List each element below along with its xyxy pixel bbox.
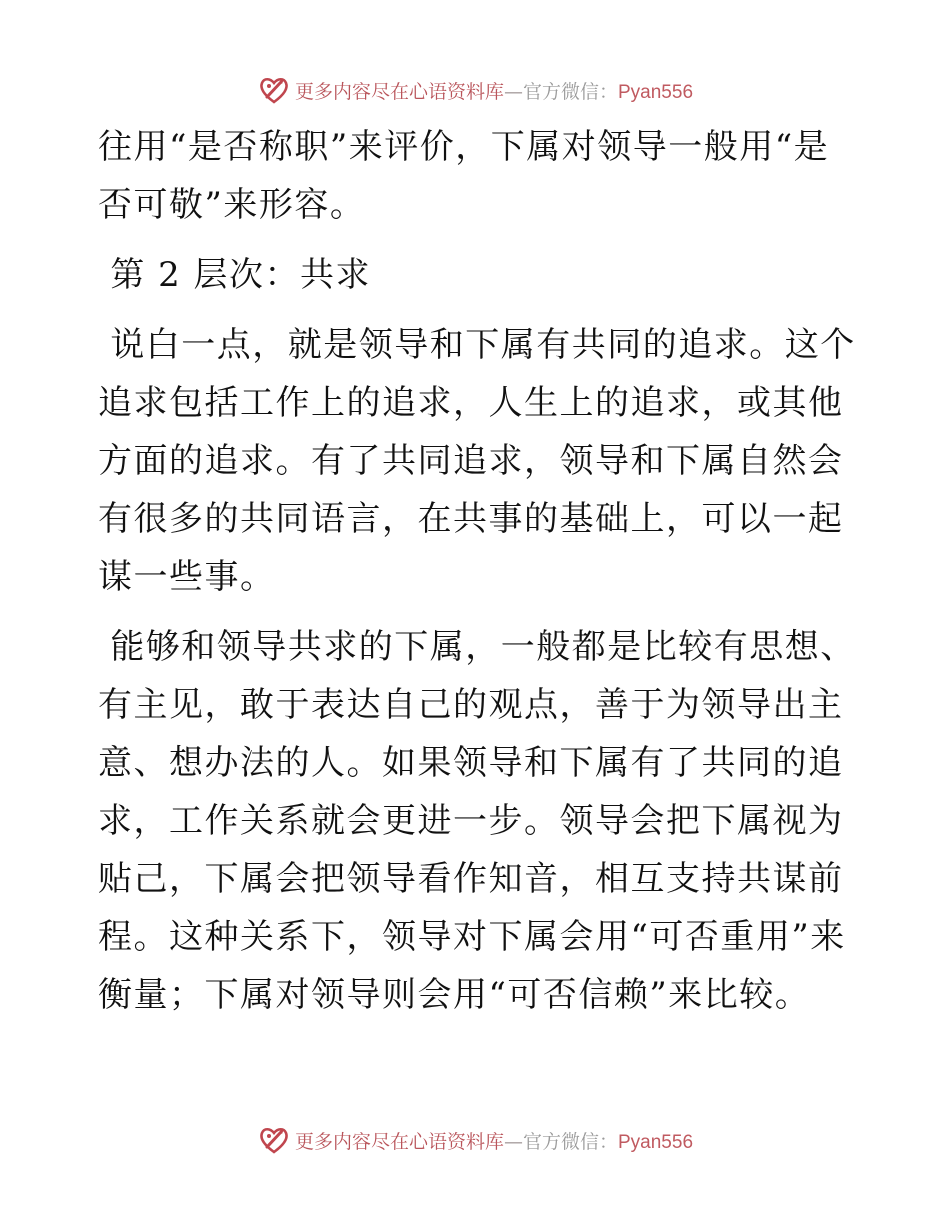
paragraph-subordinate-traits bbox=[98, 618, 858, 1024]
watermark-account-label: 官方微信： bbox=[522, 1130, 618, 1153]
watermark-account-label: 官方微信： bbox=[522, 80, 618, 103]
paragraph-continued: 往用“是否称职”来评价，下属对领导一般用“是否可敬”来形容。 bbox=[98, 127, 830, 225]
watermark-dash: — bbox=[503, 80, 523, 103]
watermark-account-id: Pyan556 bbox=[618, 1131, 694, 1153]
section-heading-text: 第 2 层次：共求 bbox=[110, 255, 372, 295]
heart-pen-logo-icon bbox=[257, 73, 291, 107]
watermark-dash: — bbox=[503, 1130, 523, 1153]
document-body bbox=[98, 118, 858, 1024]
watermark-title: 更多内容尽在心语资料库 bbox=[294, 80, 504, 103]
paragraph-subordinate-traits-text: 能够和领导共求的下属，一般都是比较有思想、有主见，敢于表达自己的观点，善于为领导出主意、想办法的人。如果领导和下属有了共同的追求，工作关系就会更进一步。领导会把下属视为贴己，下属会把领导看作知音，相互支持共谋前程。这种关系下，领导对下属会用“可否重用”来衡量；下属对领导则会用“可否信赖”来比较。 bbox=[98, 627, 856, 1015]
footer-watermark bbox=[0, 1120, 950, 1160]
heart-pen-logo-icon bbox=[257, 1123, 291, 1157]
paragraph-shared-pursuit-text: 说白一点，就是领导和下属有共同的追求。这个追求包括工作上的追求，人生上的追求，或其他方面的追求。有了共同追求，领导和下属自然会有很多的共同语言，在共事的基础上，可以一起谋一些事。 bbox=[98, 325, 856, 597]
watermark-account-id: Pyan556 bbox=[618, 81, 694, 103]
watermark-title: 更多内容尽在心语资料库 bbox=[294, 1130, 504, 1153]
section-heading bbox=[98, 246, 858, 304]
paragraph-shared-pursuit bbox=[98, 316, 858, 606]
header-watermark bbox=[0, 70, 950, 110]
